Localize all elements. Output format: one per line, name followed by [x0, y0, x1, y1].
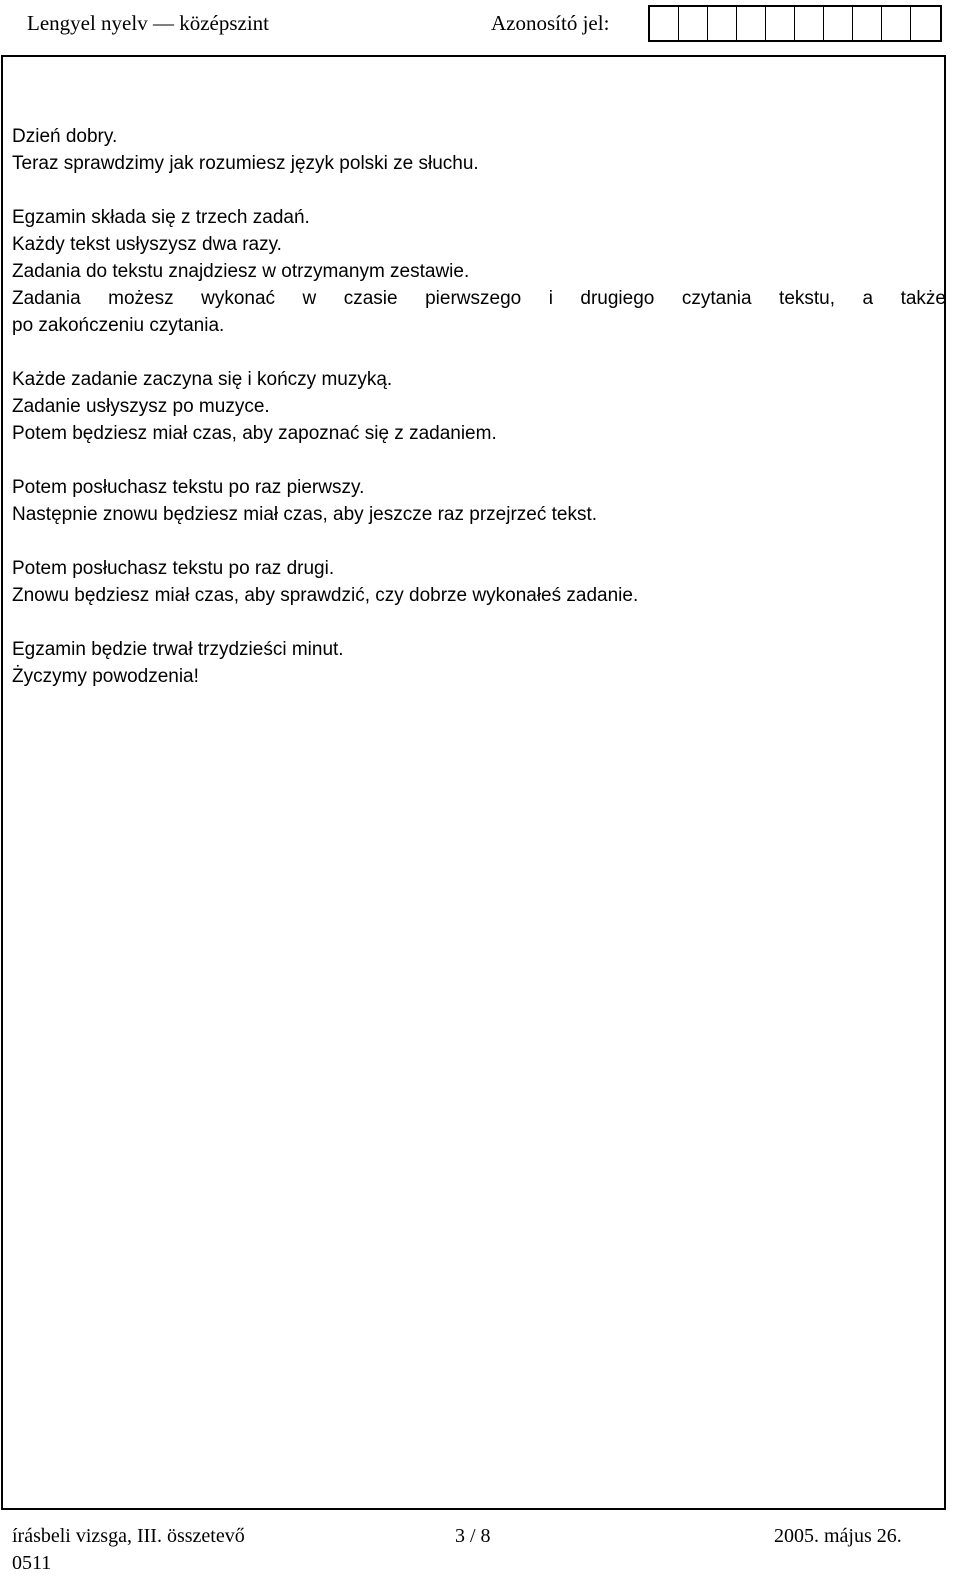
- id-box: [679, 7, 708, 40]
- text-line: Egzamin będzie trwał trzydzieści minut.: [12, 639, 344, 660]
- id-box: [708, 7, 737, 40]
- text-line: Zadania możesz wykonać w czasie pierwszego i drugiego czytania tekstu, a także: [12, 288, 946, 309]
- text-line: Teraz sprawdzimy jak rozumiesz język polski ze słuchu.: [12, 153, 479, 174]
- id-box: [882, 7, 911, 40]
- id-box: [737, 7, 766, 40]
- footer-date: 2005. május 26.: [774, 1525, 902, 1547]
- paragraph-closing: [12, 636, 946, 690]
- header-subject: Lengyel nyelv — középszint: [27, 11, 270, 35]
- id-box: [795, 7, 824, 40]
- paragraph-task-music: [12, 366, 946, 447]
- instructions-text: [12, 123, 946, 690]
- paragraph-second-listening: [12, 555, 946, 609]
- text-line: Egzamin składa się z trzech zadań.: [12, 207, 310, 228]
- text-line: Znowu będziesz miał czas, aby sprawdzić, czy dobrze wykonałeś zadanie.: [12, 585, 639, 606]
- text-line: Potem posłuchasz tekstu po raz drugi.: [12, 558, 335, 579]
- id-code-boxes: [648, 5, 942, 42]
- footer-code: 0511: [12, 1552, 52, 1574]
- paragraph-first-listening: [12, 474, 946, 528]
- paragraph-greeting: [12, 123, 946, 177]
- text-line: Potem posłuchasz tekstu po raz pierwszy.: [12, 477, 365, 498]
- id-box: [766, 7, 795, 40]
- text-line: Zadania do tekstu znajdziesz w otrzymanym zestawie.: [12, 261, 470, 282]
- header-id-label: Azonosító jel:: [491, 11, 610, 35]
- text-line: Życzymy powodzenia!: [12, 666, 199, 687]
- text-line: Każde zadanie zaczyna się i kończy muzyką.: [12, 369, 393, 390]
- text-line: Potem będziesz miał czas, aby zapoznać się z zadaniem.: [12, 423, 497, 444]
- id-box: [650, 7, 679, 40]
- text-line: Następnie znowu będziesz miał czas, aby jeszcze raz przejrzeć tekst.: [12, 504, 598, 525]
- text-line: Każdy tekst usłyszysz dwa razy.: [12, 234, 282, 255]
- text-line: Zadanie usłyszysz po muzyce.: [12, 396, 270, 417]
- text-line: po zakończeniu czytania.: [12, 315, 225, 336]
- footer-exam-part: írásbeli vizsga, III. összetevő: [12, 1525, 245, 1547]
- id-box: [853, 7, 882, 40]
- id-box: [824, 7, 853, 40]
- footer-page-number: 3 / 8: [455, 1525, 491, 1547]
- paragraph-exam-structure: [12, 204, 946, 339]
- text-line: Dzień dobry.: [12, 126, 118, 147]
- id-box: [911, 7, 940, 40]
